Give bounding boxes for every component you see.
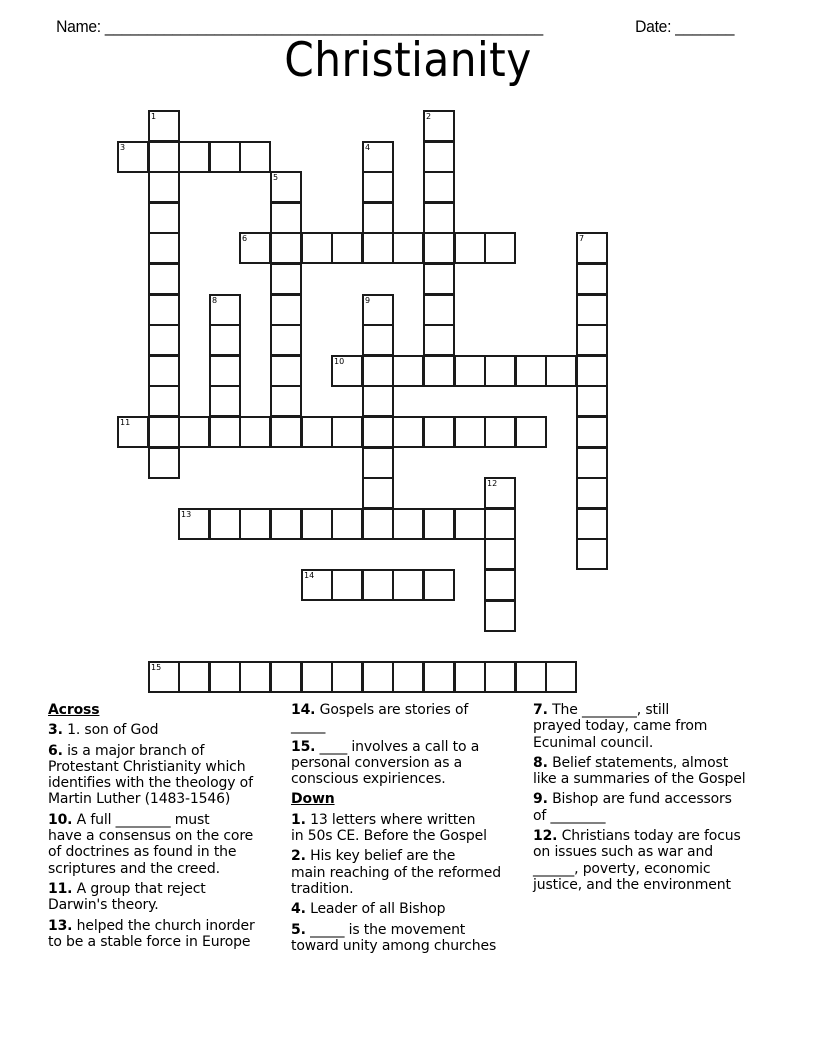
clue-number: 7 [579,234,585,243]
across-heading: Across [48,702,100,718]
grid-cell[interactable] [148,171,180,203]
grid-cell[interactable] [362,355,394,387]
date-line[interactable]: _______ [675,17,735,36]
clue-item [291,848,501,897]
grid-cell[interactable] [362,416,394,448]
clue-number-label: 3. [48,722,63,739]
clue-item [48,722,255,738]
grid-cell[interactable] [423,232,455,264]
clue-line: 4. Leader of all Bishop [291,901,446,918]
grid-cell[interactable] [270,232,302,264]
clue-item [291,702,501,735]
grid-cell[interactable] [576,263,608,295]
clue-number-label: 5. [291,921,306,938]
grid-cell[interactable] [148,202,180,234]
grid-cell[interactable] [515,355,547,387]
clue-item [291,901,501,917]
clue-line: tradition. [291,880,354,897]
grid-cell[interactable] [423,355,455,387]
grid-cell[interactable] [545,355,577,387]
clue-line: Protestant Christianity which [48,758,246,775]
grid-cell[interactable] [484,416,516,448]
grid-cell[interactable] [362,141,394,173]
grid-cell[interactable] [576,385,608,417]
grid-cell[interactable] [454,416,486,448]
clue-number: 3 [120,143,126,152]
clue-line: 7. The ________, still [533,702,670,718]
grid-cell[interactable] [331,508,363,540]
grid-cell[interactable] [423,508,455,540]
clue-number-label: 14. [291,702,316,718]
grid-cell[interactable] [239,661,271,693]
clue-number: 14 [304,571,315,580]
clue-line: scriptures and the creed. [48,860,220,877]
clue-line: have a consensus on the core [48,828,254,845]
grid-cell[interactable] [362,171,394,203]
clue-number-label: 9. [533,791,548,808]
grid-cell[interactable] [178,661,210,693]
grid-cell[interactable] [331,232,363,264]
grid-cell[interactable] [392,569,424,601]
grid-cell[interactable] [148,141,180,173]
clue-number-label: 12. [533,828,558,845]
grid-cell[interactable] [209,294,241,326]
clue-item [48,812,255,877]
clue-item [48,743,255,808]
name-label: Name: [56,17,105,36]
clue-line: 14. Gospels are stories of [291,702,469,718]
clue-line: to be a stable force in Europe [48,933,251,950]
grid-cell[interactable] [301,508,333,540]
grid-cell[interactable] [270,508,302,540]
clue-item [533,702,745,751]
grid-cell[interactable] [117,416,149,448]
clue-line: of doctrines as found in the [48,844,237,861]
clue-line: 8. Belief statements, almost [533,754,729,771]
grid-cell[interactable] [301,232,333,264]
grid-cell[interactable] [423,171,455,203]
grid-cell[interactable] [239,416,271,448]
clue-number-label: 10. [48,811,73,828]
grid-cell[interactable] [515,416,547,448]
clue-line: like a summaries of the Gospel [533,771,746,788]
grid-cell[interactable] [148,661,180,693]
grid-cell[interactable] [148,294,180,326]
clue-number: 2 [426,112,432,121]
grid-cell[interactable] [239,141,271,173]
clue-number: 6 [242,234,248,243]
clue-line: toward unity among churches [291,937,497,954]
grid-cell[interactable] [576,508,608,540]
grid-cell[interactable] [576,294,608,326]
grid-cell[interactable] [148,355,180,387]
grid-cell[interactable] [392,416,424,448]
grid-cell[interactable] [576,232,608,264]
grid-cell[interactable] [148,447,180,479]
grid-cell[interactable] [270,324,302,356]
clues-column-2 [291,702,501,958]
grid-cell[interactable] [362,569,394,601]
grid-cell[interactable] [484,600,516,632]
clue-line: 12. Christians today are focus [533,828,741,845]
clue-number: 5 [273,173,279,182]
grid-cell[interactable] [423,141,455,173]
clue-item [533,828,745,893]
clue-line: 1. 13 letters where written [291,811,476,828]
clue-line: conscious expiriences. [291,771,446,788]
clue-number-label: 13. [48,917,73,934]
grid-cell[interactable] [178,508,210,540]
clue-line: 15. ____ involves a call to a [291,738,480,755]
clue-item [291,922,501,955]
grid-cell[interactable] [454,355,486,387]
clue-number-label: 1. [291,811,306,828]
grid-cell[interactable] [209,416,241,448]
clue-item [291,812,501,845]
clue-line: main reaching of the reformed [291,864,501,881]
grid-cell[interactable] [148,385,180,417]
clues-column-3 [533,702,745,897]
clue-line: 11. A group that reject [48,880,206,897]
grid-cell[interactable] [117,141,149,173]
grid-cell[interactable] [148,263,180,295]
grid-cell[interactable] [423,263,455,295]
grid-cell[interactable] [362,661,394,693]
name-line[interactable]: ____________________________________________________ [104,17,543,36]
grid-cell[interactable] [484,569,516,601]
grid-cell[interactable] [362,477,394,509]
clue-number-label: 2. [291,848,306,865]
clue-number: 11 [120,418,131,427]
grid-cell[interactable] [209,385,241,417]
grid-cell[interactable] [362,294,394,326]
grid-cell[interactable] [301,416,333,448]
grid-cell[interactable] [576,416,608,448]
grid-cell[interactable] [362,232,394,264]
clue-line: identifies with the theology of [48,775,253,792]
grid-cell[interactable] [576,355,608,387]
clue-number: 10 [334,357,345,366]
clue-line: Ecunimal council. [533,734,654,751]
clue-item [533,755,745,788]
clue-line: 10. A full ________ must [48,811,210,828]
grid-cell[interactable] [331,355,363,387]
grid-cell[interactable] [576,538,608,570]
grid-cell[interactable] [209,508,241,540]
date-label: Date: [635,17,676,36]
grid-cell[interactable] [484,661,516,693]
grid-cell[interactable] [484,232,516,264]
clue-line: 2. His key belief are the [291,848,456,865]
grid-cell[interactable] [362,385,394,417]
grid-cell[interactable] [301,661,333,693]
clue-line: on issues such as war and [533,844,713,861]
grid-cell[interactable] [454,661,486,693]
grid-cell[interactable] [392,661,424,693]
grid-cell[interactable] [423,661,455,693]
grid-cell[interactable] [392,508,424,540]
grid-cell[interactable] [301,569,333,601]
grid-cell[interactable] [270,294,302,326]
grid-cell[interactable] [270,355,302,387]
clue-number-label: 15. [291,738,316,755]
clue-line: of ________ [533,807,606,824]
clue-line: 5. _____ is the movement [291,921,466,938]
clue-number-label: 7. [533,702,548,718]
grid-cell[interactable] [148,232,180,264]
clue-line: 3. 1. son of God [48,722,159,739]
grid-cell[interactable] [576,447,608,479]
grid-cell[interactable] [515,661,547,693]
grid-cell[interactable] [239,508,271,540]
grid-cell[interactable] [576,477,608,509]
clue-line: justice, and the environment [533,876,731,893]
grid-cell[interactable] [270,171,302,203]
clue-number: 13 [181,510,192,519]
clue-item [533,791,745,824]
grid-cell[interactable] [423,110,455,142]
grid-cell[interactable] [484,355,516,387]
clue-item [291,739,501,788]
clue-number-label: 8. [533,754,548,771]
clue-line: in 50s CE. Before the Gospel [291,828,487,845]
grid-cell[interactable] [270,263,302,295]
grid-cell[interactable] [331,416,363,448]
clue-line: ______, poverty, economic [533,860,711,877]
clues-column-1 [48,702,255,954]
grid-cell[interactable] [484,477,516,509]
clue-number-label: 4. [291,901,306,918]
clue-number: 8 [212,296,218,305]
clue-number-label: 6. [48,742,63,759]
clue-line: 9. Bishop are fund accessors [533,791,732,808]
grid-cell[interactable] [209,141,241,173]
grid-cell[interactable] [178,416,210,448]
clue-line: 13. helped the church inorder [48,917,255,934]
clue-line: 6. is a major branch of [48,742,205,759]
clue-number: 15 [151,663,162,672]
grid-cell[interactable] [423,416,455,448]
clue-number: 1 [151,112,157,121]
grid-cell[interactable] [178,141,210,173]
clue-number: 9 [365,296,371,305]
grid-cell[interactable] [270,385,302,417]
grid-cell[interactable] [392,355,424,387]
grid-cell[interactable] [362,447,394,479]
grid-cell[interactable] [362,324,394,356]
clue-line: prayed today, came from [533,718,708,735]
grid-cell[interactable] [148,110,180,142]
grid-cell[interactable] [270,202,302,234]
grid-cell[interactable] [576,324,608,356]
grid-cell[interactable] [423,202,455,234]
grid-cell[interactable] [270,661,302,693]
grid-cell[interactable] [423,294,455,326]
grid-cell[interactable] [362,508,394,540]
clue-number: 4 [365,143,371,152]
clue-number: 12 [487,479,498,488]
grid-cell[interactable] [454,232,486,264]
grid-cell[interactable] [209,324,241,356]
grid-cell[interactable] [209,661,241,693]
grid-cell[interactable] [423,324,455,356]
page-title: Christianity [284,33,532,88]
grid-cell[interactable] [331,569,363,601]
clue-item [48,918,255,951]
grid-cell[interactable] [454,508,486,540]
grid-cell[interactable] [484,508,516,540]
grid-cell[interactable] [148,416,180,448]
grid-cell[interactable] [484,538,516,570]
clue-line: _____ [291,718,326,735]
grid-cell[interactable] [545,661,577,693]
clue-line: Martin Luther (1483-1546) [48,791,231,808]
grid-cell[interactable] [148,324,180,356]
grid-cell[interactable] [239,232,271,264]
clue-line: Darwin's theory. [48,897,159,914]
clue-line: personal conversion as a [291,754,463,771]
grid-cell[interactable] [209,355,241,387]
clue-item [48,881,255,914]
grid-cell[interactable] [392,232,424,264]
grid-cell[interactable] [423,569,455,601]
down-heading: Down [291,791,335,808]
grid-cell[interactable] [331,661,363,693]
grid-cell[interactable] [362,202,394,234]
grid-cell[interactable] [270,416,302,448]
clue-number-label: 11. [48,880,73,897]
